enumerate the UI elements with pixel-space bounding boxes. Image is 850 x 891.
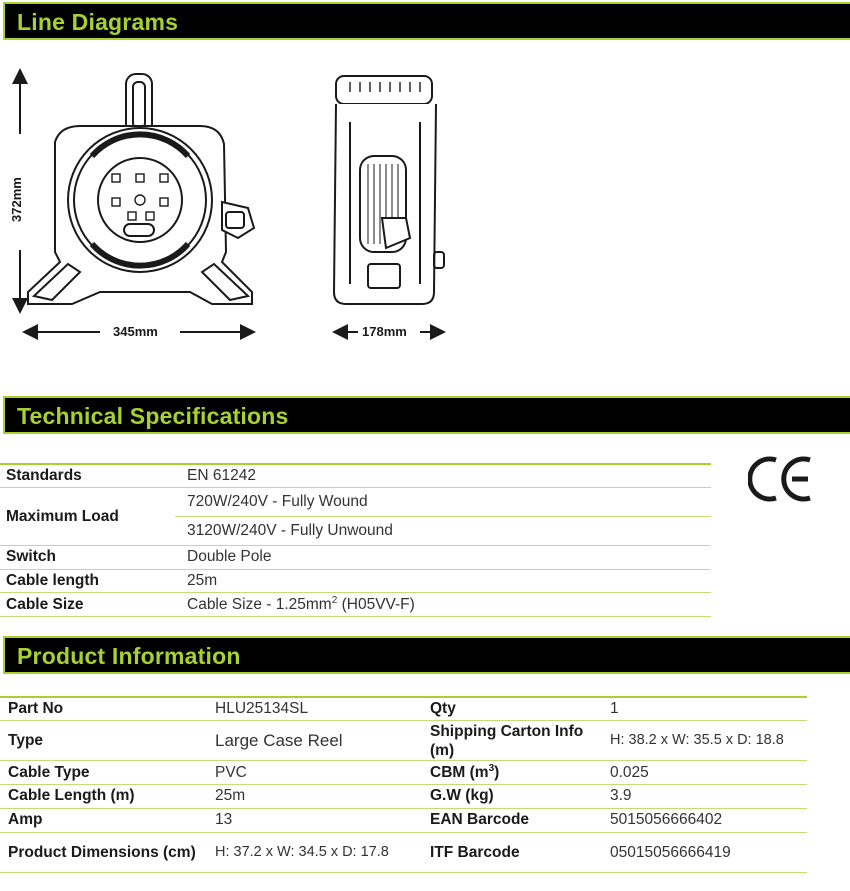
cable-size-text: Cable Size - 1.25mm	[187, 596, 332, 614]
product-value-shipping-carton: H: 38.2 x W: 35.5 x D: 18.8	[602, 721, 807, 761]
section-title: Technical Specifications	[17, 403, 289, 429]
section-header-product-information	[3, 636, 850, 674]
spec-label-cable-length: Cable length	[0, 569, 175, 593]
table-row	[0, 569, 711, 593]
spec-value-max-load-wound: 720W/240V - Fully Wound	[175, 488, 711, 517]
product-value-itf-barcode: 05015056666419	[602, 832, 807, 872]
spec-label-cable-size: Cable Size	[0, 593, 175, 617]
product-value-type: Large Case Reel	[207, 721, 422, 761]
product-value-cbm: 0.025	[602, 761, 807, 785]
spec-value-cable-length: 25m	[175, 569, 711, 593]
table-row	[0, 464, 711, 488]
cable-reel-drawings	[0, 52, 500, 352]
cable-size-suffix: (H05VV-F)	[337, 596, 415, 614]
table-row	[0, 785, 807, 809]
table-row	[0, 697, 807, 721]
cable-reel-front-drawing	[28, 74, 254, 304]
spec-label-standards: Standards	[0, 464, 175, 488]
section-header-technical-specifications	[3, 396, 850, 434]
product-label-qty: Qty	[422, 697, 602, 721]
spec-value-cable-size	[175, 593, 711, 617]
product-information-table	[0, 696, 807, 873]
table-row	[0, 593, 711, 617]
table-row	[0, 808, 807, 832]
height-dimension-label: 372mm	[9, 177, 24, 222]
product-value-amp: 13	[207, 808, 422, 832]
section-header-line-diagrams	[3, 2, 850, 40]
ce-mark-icon	[748, 454, 814, 504]
table-row	[0, 832, 807, 872]
product-label-ean-barcode: EAN Barcode	[422, 808, 602, 832]
product-label-dimensions: Product Dimensions (cm)	[0, 832, 207, 872]
product-label-gw: G.W (kg)	[422, 785, 602, 809]
product-value-part-no: HLU25134SL	[207, 697, 422, 721]
product-label-cable-type: Cable Type	[0, 761, 207, 785]
cbm-label-text: CBM (m	[430, 764, 489, 782]
spec-label-maximum-load: Maximum Load	[0, 488, 175, 546]
spec-value-switch: Double Pole	[175, 546, 711, 570]
product-value-gw: 3.9	[602, 785, 807, 809]
product-label-cable-length: Cable Length (m)	[0, 785, 207, 809]
section-title: Line Diagrams	[17, 9, 179, 35]
product-value-qty: 1	[602, 697, 807, 721]
spec-label-switch: Switch	[0, 546, 175, 570]
table-row	[0, 488, 711, 517]
product-label-amp: Amp	[0, 808, 207, 832]
technical-specifications-table	[0, 463, 711, 617]
spec-value-max-load-unwound: 3120W/240V - Fully Unwound	[175, 517, 711, 546]
depth-dimension-label: 178mm	[362, 324, 407, 339]
spec-value-standards: EN 61242	[175, 464, 711, 488]
table-row	[0, 761, 807, 785]
cbm-superscript: 3	[488, 763, 495, 775]
section-title: Product Information	[17, 643, 241, 669]
product-value-cable-type: PVC	[207, 761, 422, 785]
product-label-part-no: Part No	[0, 697, 207, 721]
product-label-type: Type	[0, 721, 207, 761]
cbm-label-suffix: )	[494, 764, 500, 782]
width-dimension-label: 345mm	[113, 324, 158, 339]
cable-size-superscript: 2	[331, 595, 338, 606]
product-label-cbm	[422, 761, 602, 785]
cable-reel-side-drawing	[334, 76, 444, 304]
product-value-cable-length: 25m	[207, 785, 422, 809]
product-value-ean-barcode: 5015056666402	[602, 808, 807, 832]
product-label-itf-barcode: ITF Barcode	[422, 832, 602, 872]
product-label-shipping-carton: Shipping Carton Info (m)	[422, 721, 602, 761]
line-diagrams	[0, 52, 500, 352]
product-value-dimensions: H: 37.2 x W: 34.5 x D: 17.8	[207, 832, 422, 872]
table-row	[0, 721, 807, 761]
table-row	[0, 546, 711, 570]
